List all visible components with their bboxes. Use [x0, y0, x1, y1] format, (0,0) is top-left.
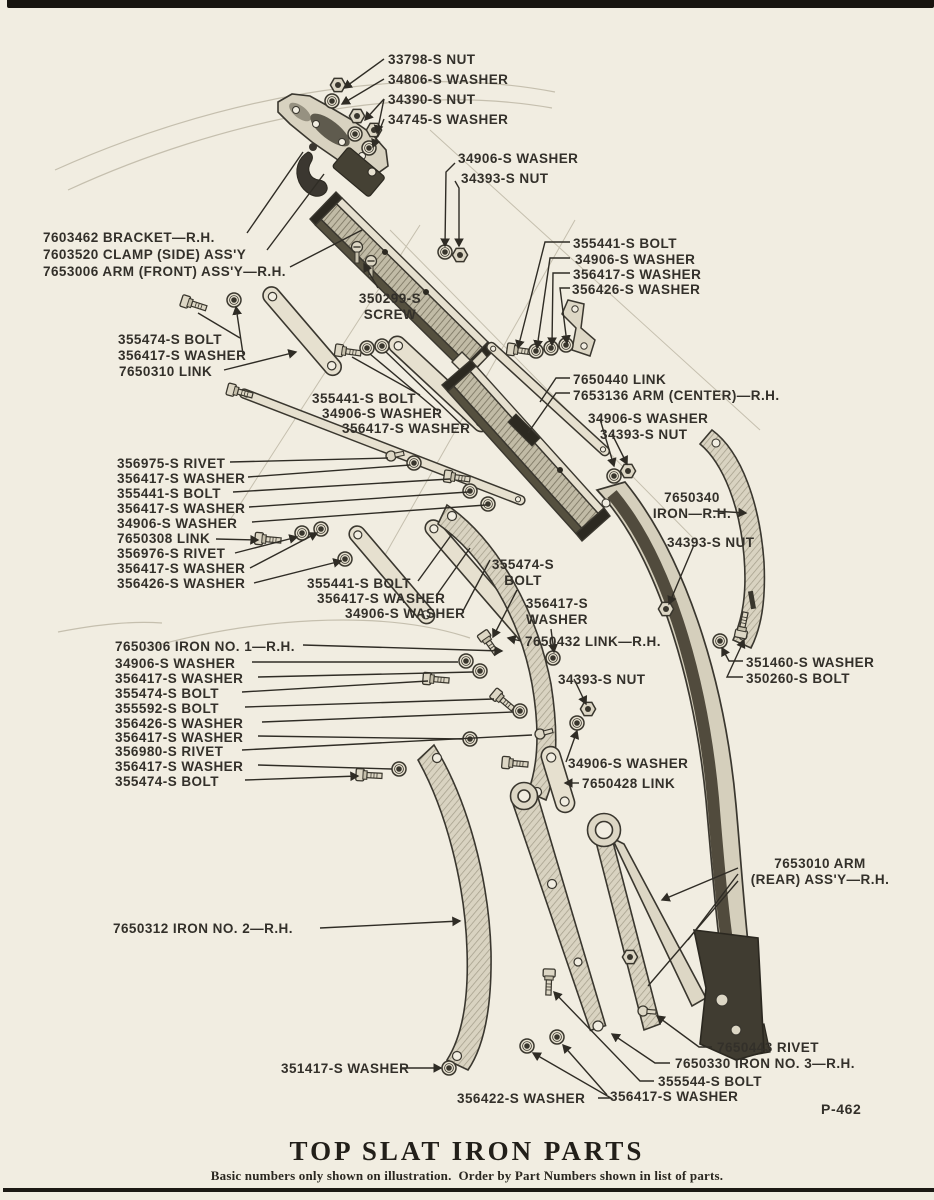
part-label-bracket-7603462: 7603462 BRACKET—R.H. — [43, 230, 215, 245]
part-label-bolt-355441-r: 355441-S BOLT — [573, 236, 677, 251]
part-label-screw-350299: 350299-S SCREW — [358, 291, 422, 323]
part-label-nut-34393-top: 34393-S NUT — [461, 171, 549, 186]
part-label-washer-356417-c: 356417-S WASHER — [525, 596, 589, 628]
part-label-arm-7653006: 7653006 ARM (FRONT) ASS'Y—R.H. — [43, 264, 287, 279]
part-label-link-7650428: 7650428 LINK — [582, 776, 676, 791]
part-label-washer-356417-e: 356417-S WASHER — [610, 1089, 739, 1104]
part-label-washer-356417-d1: 356417-S WASHER — [115, 671, 244, 686]
part-label-bolt-355474-c: 355474-S BOLT — [491, 557, 555, 589]
part-label-nut-34393-r: 34393-S NUT — [667, 535, 755, 550]
part-label-washer-356417-m: 356417-S WASHER — [342, 421, 471, 436]
part-label-nut-34390: 34390-S NUT — [388, 92, 476, 107]
plate-code: P-462 — [821, 1101, 862, 1117]
page-title: TOP SLAT IRON PARTS — [289, 1136, 645, 1166]
part-label-washer-34906-d: 34906-S WASHER — [115, 656, 236, 671]
part-label-rivet-356980: 356980-S RIVET — [115, 744, 224, 759]
part-label-iron-7650306: 7650306 IRON NO. 1—R.H. — [115, 639, 295, 654]
part-label-rivet-356976: 356976-S RIVET — [117, 546, 226, 561]
part-label-washer-34906-top: 34906-S WASHER — [458, 151, 579, 166]
part-label-washer-34906-m2: 34906-S WASHER — [345, 606, 466, 621]
page-caption: Basic numbers only shown on illustration. Order by Part Numbers shown in list of parts. — [210, 1168, 724, 1183]
part-label-washer-356417-d2: 356417-S WASHER — [115, 730, 244, 745]
part-label-washer-34906-c: 34906-S WASHER — [588, 411, 709, 426]
part-label-iron-7650330: 7650330 IRON NO. 3—R.H. — [675, 1056, 855, 1071]
part-label-link-7650308: 7650308 LINK — [117, 531, 211, 546]
page-top-border — [7, 0, 934, 8]
part-label-bolt-355474-a: 355474-S BOLT — [118, 332, 222, 347]
part-label-iron-7650340: 7650340 IRON—R.H. — [652, 490, 732, 522]
part-label-bolt-355544: 355544-S BOLT — [658, 1074, 762, 1089]
part-label-washer-356426-d: 356426-S WASHER — [115, 716, 244, 731]
part-label-rivet-7650443: 7650443 RIVET — [717, 1040, 819, 1055]
part-label-arm-7653010: 7653010 ARM (REAR) ASS'Y—R.H. — [750, 856, 890, 888]
part-label-bolt-355474-d2: 355474-S BOLT — [115, 774, 219, 789]
part-label-washer-34906-l: 34906-S WASHER — [117, 516, 238, 531]
part-label-washer-356422: 356422-S WASHER — [457, 1091, 586, 1106]
part-label-washer-356417-r: 356417-S WASHER — [573, 267, 702, 282]
part-label-arm-7653136: 7653136 ARM (CENTER)—R.H. — [573, 388, 780, 403]
part-label-washer-34906-m: 34906-S WASHER — [322, 406, 443, 421]
part-label-washer-356417-m2: 356417-S WASHER — [317, 591, 446, 606]
part-label-rivet-356975: 356975-S RIVET — [117, 456, 226, 471]
part-label-washer-356426-l: 356426-S WASHER — [117, 576, 246, 591]
part-label-washer-356417-b2: 356417-S WASHER — [117, 501, 246, 516]
part-label-bolt-355441-m2: 355441-S BOLT — [307, 576, 411, 591]
part-label-nut-34393-m: 34393-S NUT — [558, 672, 646, 687]
part-label-washer-351417: 351417-S WASHER — [281, 1061, 410, 1076]
part-label-iron-7650312: 7650312 IRON NO. 2—R.H. — [113, 921, 293, 936]
part-label-washer-356417-a: 356417-S WASHER — [118, 348, 247, 363]
part-label-washer-34906-r: 34906-S WASHER — [575, 252, 696, 267]
part-label-washer-34906-e: 34906-S WASHER — [568, 756, 689, 771]
part-label-bolt-355441-m: 355441-S BOLT — [312, 391, 416, 406]
part-label-bolt-350260: 350260-S BOLT — [746, 671, 850, 686]
part-label-clamp-7603520: 7603520 CLAMP (SIDE) ASS'Y — [43, 247, 247, 262]
part-label-washer-351460: 351460-S WASHER — [746, 655, 875, 670]
page-bottom-rule — [3, 1188, 934, 1192]
part-label-nut-34393-c: 34393-S NUT — [600, 427, 688, 442]
part-label-link-7650440: 7650440 LINK — [573, 372, 667, 387]
part-label-bolt-355592: 355592-S BOLT — [115, 701, 219, 716]
part-label-link-7650432: 7650432 LINK—R.H. — [525, 634, 661, 649]
part-label-nut-33798: 33798-S NUT — [388, 52, 476, 67]
part-label-washer-356417-d3: 356417-S WASHER — [115, 759, 244, 774]
part-label-bolt-355474-d: 355474-S BOLT — [115, 686, 219, 701]
part-label-link-7650310: 7650310 LINK — [119, 364, 213, 379]
part-label-washer-34745: 34745-S WASHER — [388, 112, 509, 127]
part-label-washer-34806: 34806-S WASHER — [388, 72, 509, 87]
part-label-bolt-355441-l: 355441-S BOLT — [117, 486, 221, 501]
part-label-washer-356426-r: 356426-S WASHER — [572, 282, 701, 297]
part-label-washer-356417-b3: 356417-S WASHER — [117, 561, 246, 576]
part-label-washer-356417-b1: 356417-S WASHER — [117, 471, 246, 486]
